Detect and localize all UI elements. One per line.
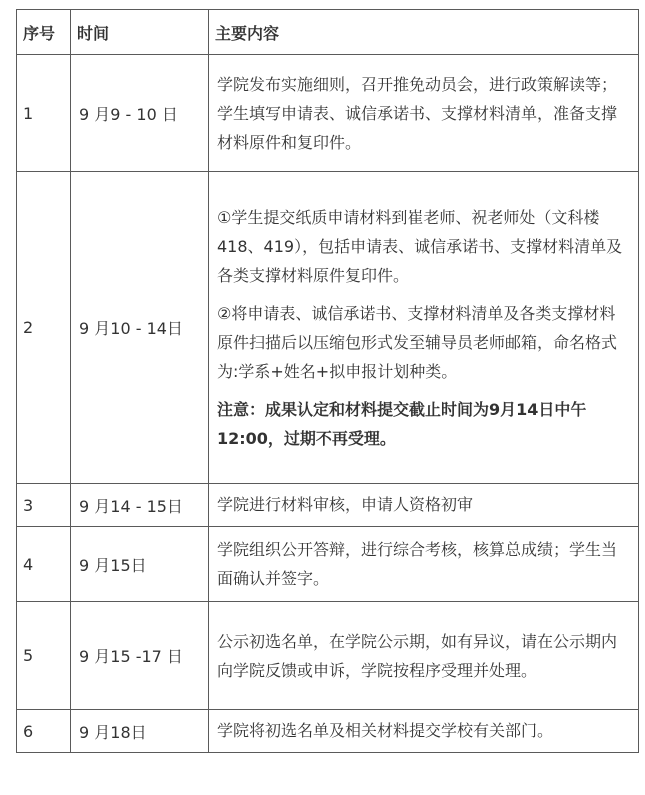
row-index: 2 bbox=[17, 172, 71, 484]
schedule-table bbox=[16, 9, 639, 753]
row-content bbox=[209, 55, 639, 172]
table-header-row bbox=[17, 10, 639, 55]
row-content bbox=[209, 527, 639, 602]
header-index: 序号 bbox=[17, 10, 71, 55]
row-content bbox=[209, 602, 639, 710]
table-row bbox=[17, 172, 639, 484]
row-time: 9 月14 - 15日 bbox=[71, 484, 209, 527]
row-content-text: ①学生提交纸质申请材料到崔老师、祝老师处（文科楼 418、419），包括申请表、诚信承诺书、支撑材料清单及各类支撑材料原件复印件。 bbox=[217, 207, 623, 285]
row-content-text: 学院组织公开答辩，进行综合考核，核算总成绩；学生当面确认并签字。 bbox=[217, 540, 618, 588]
row-content-text: 公示初选名单，在学院公示期，如有异议，请在公示期内向学院反馈或申诉，学院按程序受理并处理。 bbox=[217, 631, 618, 680]
row-time: 9 月15 -17 日 bbox=[71, 602, 209, 710]
header-time: 时间 bbox=[71, 10, 209, 55]
row-time: 9 月10 - 14日 bbox=[71, 172, 209, 484]
deadline-note: 注意：成果认定和材料提交截止时间为9月14日中午12:00，过期不再受理。 bbox=[217, 399, 587, 448]
row-content-text: 学院进行材料审核，申请人资格初审 bbox=[217, 495, 474, 514]
row-content bbox=[209, 710, 639, 753]
row-time: 9 月15日 bbox=[71, 527, 209, 602]
row-content-text: 学院发布实施细则，召开推免动员会，进行政策解读等；学生填写申请表、诚信承诺书、支撑材料清单，准备支撑材料原件和复印件。 bbox=[217, 74, 618, 152]
table-row bbox=[17, 484, 639, 527]
row-content-text: ②将申请表、诚信承诺书、支撑材料清单及各类支撑材料原件扫描后以压缩包形式发至辅导员老师邮箱，命名格式为:学系+姓名+拟申报计划种类。 bbox=[217, 303, 618, 381]
header-content: 主要内容 bbox=[209, 10, 639, 55]
row-index: 3 bbox=[17, 484, 71, 527]
row-index: 4 bbox=[17, 527, 71, 602]
row-time: 9 月9 - 10 日 bbox=[71, 55, 209, 172]
row-index: 6 bbox=[17, 710, 71, 753]
row-index: 1 bbox=[17, 55, 71, 172]
table-row bbox=[17, 602, 639, 710]
row-content bbox=[209, 484, 639, 527]
row-index: 5 bbox=[17, 602, 71, 710]
table-row bbox=[17, 55, 639, 172]
table-row bbox=[17, 710, 639, 753]
table-row bbox=[17, 527, 639, 602]
row-time: 9 月18日 bbox=[71, 710, 209, 753]
row-content bbox=[209, 172, 639, 484]
row-content-text: 学院将初选名单及相关材料提交学校有关部门。 bbox=[217, 721, 554, 740]
